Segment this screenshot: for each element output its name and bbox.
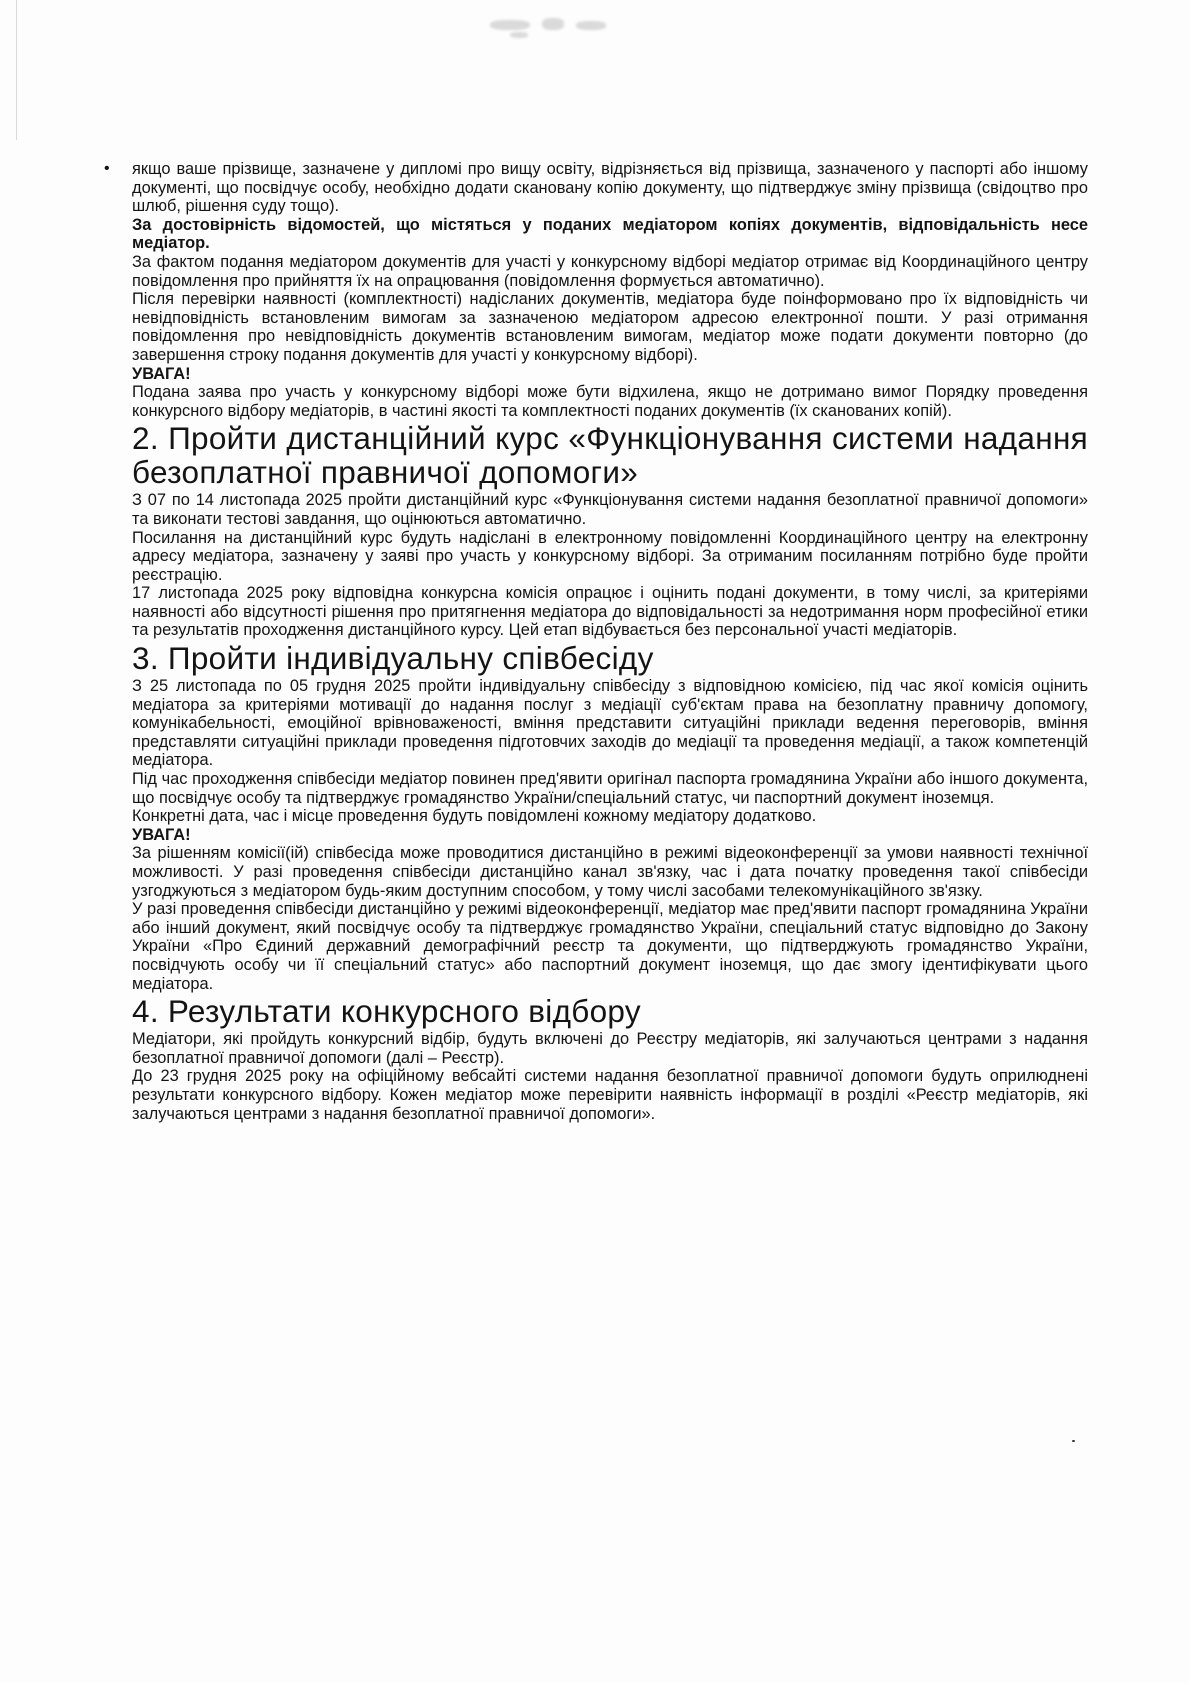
- bullet-icon: •: [104, 160, 110, 177]
- scan-artifact-mark: [480, 14, 630, 42]
- section-3-heading: 3. Пройти індивідуальну співбесіду: [132, 640, 654, 677]
- scan-edge-line: [16, 0, 17, 140]
- warning-label: УВАГА!: [132, 364, 191, 383]
- section-3-paragraph-3: Конкретні дата, час і місце проведення будуть повідомлені кожному медіатору додатково.: [132, 807, 817, 826]
- section-4-heading: 4. Результати конкурсного відбору: [132, 993, 641, 1030]
- section-4-paragraph-2: До 23 грудня 2025 року на офіційному вебсайті системи надання безоплатної правничої допомоги будуть оприлюднені результати конкурсного відбору. Кожен медіатор може перевірити наявність інформації в розділі «Реєстр медіаторів, які залучаються центрами з надання безоплатної правничої допомоги».: [132, 1067, 1088, 1123]
- warning-label: УВАГА!: [132, 825, 191, 844]
- section-4-paragraph-1: Медіатори, які пройдуть конкурсний відбір, будуть включені до Реєстру медіаторів, які залучаються центрами з надання безоплатної правничої допомоги (далі – Реєстр).: [132, 1030, 1088, 1067]
- section-2-paragraph-2: Посилання на дистанційний курс будуть надіслані в електронному повідомленні Координаційного центру на електронну адресу медіатора, зазначену у заяві про участь у конкурсному відборі. За отриманим посиланням потрібно буде пройти реєстрацію.: [132, 528, 1088, 584]
- rejection-paragraph: Подана заява про участь у конкурсному відборі може бути відхилена, якщо не дотримано вимог Порядку проведення конкурсного відбору медіаторів, в частині якості та комплектності поданих документів (їх сканованих копій).: [132, 383, 1088, 420]
- section-3-paragraph-1: З 25 листопада по 05 грудня 2025 пройти індивідуальну співбесіду з відповідною комісією, під час якої комісія оцінить медіатора за критеріями мотивації до надання послуг з медіації суб'єктам права на безоплатну правничу допомогу, комунікабельності, емоційної врівноваженості, вміння представити ситуаційні приклади ведення переговорів, вміння представляти ситуаційні приклади проведення підготовчих заходів до медіації та проведення медіації, а також компетенцій медіатора.: [132, 677, 1088, 770]
- document-body: [104, 160, 1088, 1123]
- verification-paragraph: Після перевірки наявності (комплектності) надісланих документів, медіатора буде поінформовано про їх відповідність чи невідповідність встановленим вимогам за зазначеною медіатором адресою електронної пошти. У разі отримання повідомлення про невідповідність документів встановленим вимогам, медіатор може подати документи повторно (до завершення строку подання документів для участі у конкурсному відборі).: [132, 290, 1088, 364]
- notification-paragraph: За фактом подання медіатором документів для участі у конкурсному відборі медіатор отримає від Координаційного центру повідомлення про прийняття їх на опрацювання (повідомлення формується автоматично).: [132, 252, 1088, 290]
- section-3-paragraph-5: У разі проведення співбесіди дистанційно у режимі відеоконференції, медіатор має пред'явити паспорт громадянина України або інший документ, який посвідчує особу та підтверджує громадянство України, спеціальний статус відповідно до Закону України «Про Єдиний державний демографічний реєстр та документи, що підтверджують громадянство України, посвідчують особу чи її спеціальний статус» або паспортний документ іноземця, що дає змогу ідентифікувати цього медіатора.: [132, 900, 1088, 993]
- list-item: [104, 160, 1088, 216]
- section-2-paragraph-3: 17 листопада 2025 року відповідна конкурсна комісія опрацює і оцінить подані документи, в тому числі, за критеріями наявності або відсутності рішення про притягнення медіатора до відповідальності за недотримання норм професійної етики та результатів проходження дистанційного курсу. Цей етап відбувається без персональної участі медіаторів.: [132, 584, 1088, 640]
- section-3-paragraph-4: За рішенням комісії(ій) співбесіда може проводитися дистанційно в режимі відеоконференції за умови наявності технічної можливості. У разі проведення співбесіди дистанційно канал зв'язку, час і дата початку проведення такої співбесіди узгоджуються з медіатором будь-яким доступним способом, у тому числі засобами телекомунікаційного зв'язку.: [132, 844, 1088, 900]
- section-2-paragraph-1: З 07 по 14 листопада 2025 пройти дистанційний курс «Функціонування системи надання безоплатної правничої допомоги» та виконати тестові завдання, що оцінюються автоматично.: [132, 491, 1088, 528]
- scan-speck: [1072, 1440, 1075, 1442]
- section-2-heading: 2. Пройти дистанційний курс «Функціонування системи надання безоплатної правничої допомоги»: [132, 420, 1088, 491]
- responsibility-note: За достовірність відомостей, що містяться у поданих медіатором копіях документів, відповідальність несе медіатор.: [132, 215, 1088, 253]
- section-3-paragraph-2: Під час проходження співбесіди медіатор повинен пред'явити оригінал паспорта громадянина України або іншого документа, що посвідчує особу та підтверджує громадянство України/спеціальний статус, чи паспортний документ іноземця.: [132, 770, 1088, 807]
- surname-change-paragraph: якщо ваше прізвище, зазначене у дипломі про вищу освіту, відрізняється від прізвища, зазначеного у паспорті або іншому документі, що посвідчує особу, необхідно додати скановану копію документу, що підтверджує зміну прізвища (свідоцтво про шлюб, рішення суду тощо).: [132, 160, 1088, 216]
